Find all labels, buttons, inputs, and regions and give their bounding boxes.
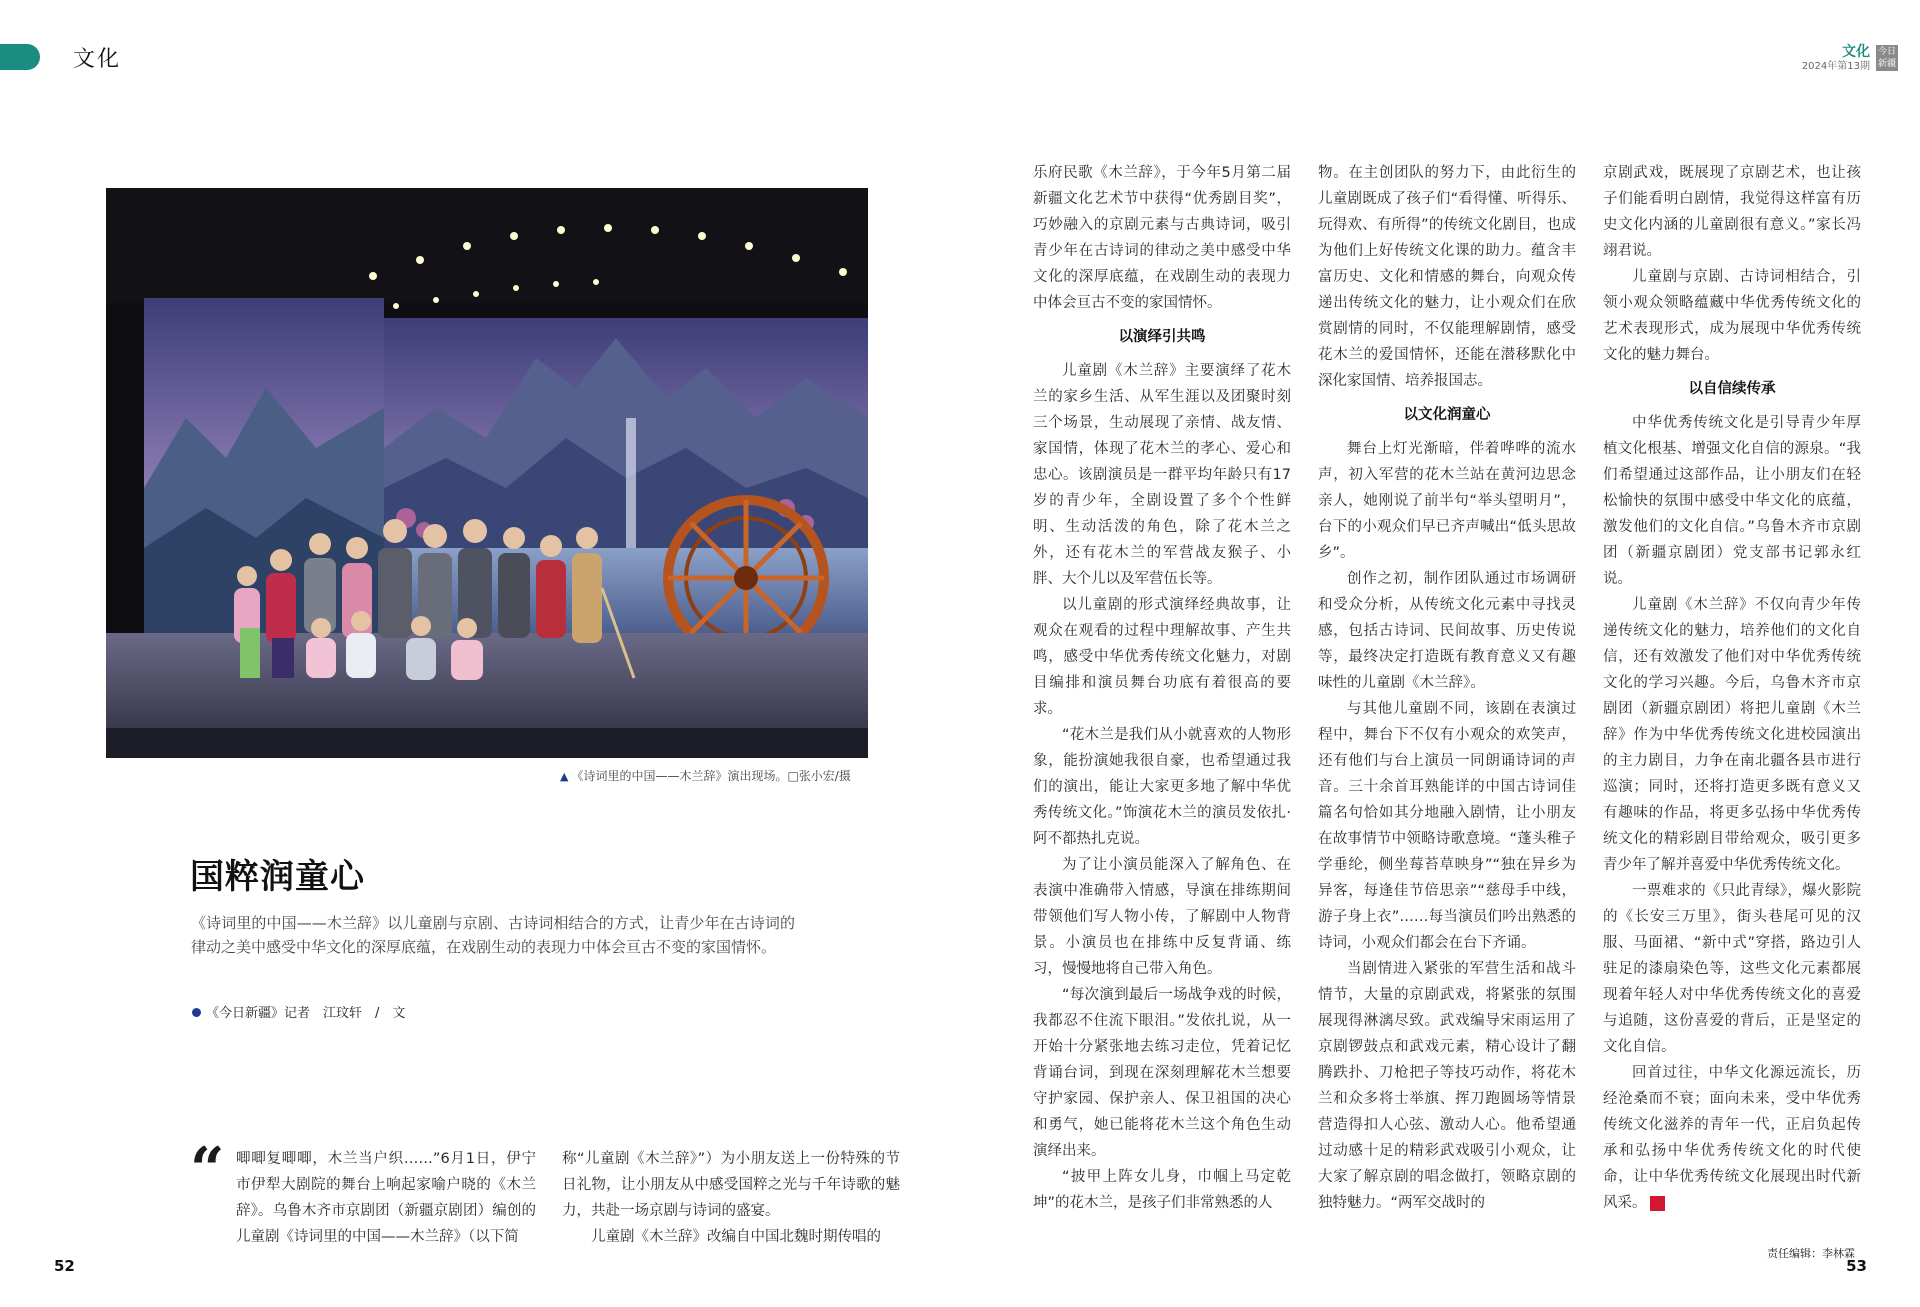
paragraph-last [1603,1060,1861,1216]
paragraph: 中华优秀传统文化是引导青少年厚植文化根基、增强文化自信的源泉。“我们希望通过这部作品，让小朋友们在轻松愉快的氛围中感受中华文化的底蕴，激发他们的文化自信。”乌鲁木齐市京剧团（新疆京剧团）党支部书记郭永红说。 [1603,415,1861,587]
caption-triangle-icon: ▲ [560,770,569,783]
paragraph: 唧唧复唧唧，木兰当户织……”6月1日，伊宁市伊犁大剧院的舞台上响起家喻户晓的《木兰辞》。乌鲁木齐市京剧团（新疆京剧团）编创的儿童剧《诗词里的中国——木兰辞》（以下简 [236,1151,536,1245]
paragraph: 当剧情进入紧张的军营生活和战斗情节，大量的京剧武戏，将紧张的氛围展现得淋漓尽致。武戏编导宋雨运用了京剧锣鼓点和武戏元素，精心设计了翻腾跌扑、刀枪把子等技巧动作，将花木兰和众多将士举旗、挥刀跑圆场等情景营造得扣人心弦、激动人心。他希望通过动感十足的精彩武戏吸引小观众，让大家了解京剧的唱念做打，领略京剧的独特魅力。“两军交战时的 [1318,961,1576,1211]
paragraph: 儿童剧与京剧、古诗词相结合，引领小观众领略蕴藏中华优秀传统文化的艺术表现形式，成为展现中华优秀传统文化的魅力舞台。 [1603,269,1861,363]
masthead-issue: 2024年第13期 [1801,61,1870,72]
body-column-3 [1318,160,1576,1216]
paragraph: 舞台上灯光渐暗，伴着哗哗的流水声，初入军营的花木兰站在黄河边思念亲人，她刚说了前半句“举头望明月”，台下的小观众们早已齐声喊出“低头思故乡”。 [1318,441,1576,561]
article-lede: 《诗词里的中国——木兰辞》以儿童剧与京剧、古诗词相结合的方式，让青少年在古诗词的律动之美中感受中华文化的深厚底蕴，在戏剧生动的表现力中体会亘古不变的家国情怀。 [191,914,795,956]
paragraph: 儿童剧《木兰辞》主要演绎了花木兰的家乡生活、从军生涯以及团聚时刻三个场景，生动展现了亲情、战友情、家国情，体现了花木兰的孝心、爱心和忠心。该剧演员是一群平均年龄只有17岁的青少年，全剧设置了多个个性鲜明、生动活泼的角色，除了花木兰之外，还有花木兰的军营战友猴子、小胖、大个儿以及军营伍长等。 [1033,363,1291,587]
paragraph: 以儿童剧的形式演绎经典故事，让观众在观看的过程中理解故事、产生共鸣，感受中华优秀传统文化魅力，对剧目编排和演员舞台功底有着很高的要求。 [1033,597,1291,717]
paragraph: 创作之初，制作团队通过市场调研和受众分析，从传统文化元素中寻找灵感，包括古诗词、民间故事、历史传说等，最终决定打造既有教育意义又有趣味性的儿童剧《木兰辞》。 [1318,571,1576,691]
photo-caption [560,767,851,784]
paragraph: 与其他儿童剧不同，该剧在表演过程中，舞台下不仅有小观众的欢笑声，还有他们与台上演员一同朗诵诗词的声音。三十余首耳熟能详的中国古诗词佳篇名句恰如其分地融入剧情，让小朋友在故事情节中领略诗歌意境。“蓬头稚子学垂纶，侧坐莓苔草映身”“独在异乡为异客，每逢佳节倍思亲”“慈母手中线，游子身上衣”……每当演员们吟出熟悉的诗词，小观众们都会在台下齐诵。 [1318,701,1576,951]
subheading: 以演绎引共鸣 [1118,329,1206,345]
article-headline: 国粹润童心 [190,857,365,897]
paragraph: 乐府民歌《木兰辞》，于今年5月第二届新疆文化艺术节中获得“优秀剧目奖”，巧妙融入的京剧元素与古典诗词，吸引青少年在古诗词的律动之美中感受中华文化的深厚底蕴，在戏剧生动的表现力中体会亘古不变的家国情怀。 [1033,165,1291,311]
body-column-1b [562,1146,900,1250]
paragraph: 儿童剧《木兰辞》不仅向青少年传递传统文化的魅力，培养他们的文化自信，还有效激发了他们对中华优秀传统文化的学习兴趣。今后，乌鲁木齐市京剧团（新疆京剧团）将把儿童剧《木兰辞》作为中华优秀传统文化进校园演出的主力剧目，力争在南北疆各县市进行巡演；同时，还将打造更多既有意义又有趣味的作品，将更多弘扬中华优秀传统文化的精彩剧目带给观众，吸引更多青少年了解并喜爱中华优秀传统文化。 [1603,597,1861,873]
quote-mark-icon: “ [190,1135,225,1205]
stage-photo [106,188,868,758]
byline-text: 《今日新疆》记者 江玟轩 / 文 [206,1006,406,1021]
section-title: 文化 [73,47,122,72]
masthead-section: 文化 [1842,44,1870,60]
paragraph: 物。在主创团队的努力下，由此衍生的儿童剧既成了孩子们“看得懂、听得乐、玩得欢、有所得”的传统文化剧目，也成为他们上好传统文化课的助力。蕴含丰富历史、文化和情感的舞台，向观众传递出传统文化的魅力，让小观众们在欣赏剧情的同时，不仅能理解剧情，感受花木兰的爱国情怀，还能在潜移默化中深化家国情、培养报国志。 [1318,165,1576,389]
paragraph: 一票难求的《只此青绿》，爆火影院的《长安三万里》，街头巷尾可见的汉服、马面裙、“新中式”穿搭，路边引人驻足的漆扇染色等，这些文化元素都展现着年轻人对中华优秀传统文化的喜爱与追随，这份喜爱的背后，正是坚定的文化自信。 [1603,883,1861,1055]
section-tab-marker [0,44,40,70]
responsible-editor: 责任编辑：李林霖 [1767,1247,1855,1260]
byline-dot-icon [192,1008,201,1017]
paragraph: “每次演到最后一场战争戏的时候，我都忍不住流下眼泪。”发依扎说，从一开始十分紧张地去练习走位，凭着记忆背诵台词，到现在深刻理解花木兰想要守护家园、保护亲人、保卫祖国的决心和勇气，她已能将花木兰这个角色生动演绎出来。 [1033,987,1291,1159]
subheading: 以自信续传承 [1688,381,1776,397]
paragraph: 称“儿童剧《木兰辞》”）为小朋友送上一份特殊的节日礼物，让小朋友从中感受国粹之光与千年诗歌的魅力，共赴一场京剧与诗词的盛宴。 [562,1151,900,1219]
paragraph: “披甲上阵女儿身，巾帼上马定乾坤”的花木兰，是孩子们非常熟悉的人 [1033,1169,1291,1211]
paragraph: “花木兰是我们从小就喜欢的人物形象，能扮演她我很自豪，也希望通过我们的演出，能让大家更多地了解中华优秀传统文化。”饰演花木兰的演员发依扎·阿不都热扎克说。 [1033,727,1291,847]
body-column-2 [1033,160,1291,1216]
masthead-logo: 今日新疆 [1877,47,1896,69]
body-column-1 [236,1146,536,1250]
subheading: 以文化润童心 [1403,407,1491,423]
caption-text: 《诗词里的中国——木兰辞》演出现场。□张小宏/摄 [571,769,851,783]
masthead [1802,44,1870,73]
stage-photo-illustration [106,188,868,758]
paragraph: 儿童剧《木兰辞》改编自中国北魏时期传唱的 [591,1229,881,1245]
paragraph: 京剧武戏，既展现了京剧艺术，也让孩子们能看明白剧情，我觉得这样富有历史文化内涵的儿童剧很有意义。”家长冯翊君说。 [1603,165,1861,259]
page-number-right: 53 [1846,1257,1867,1275]
body-column-4 [1603,160,1861,1216]
paragraph: 为了让小演员能深入了解角色、在表演中准确带入情感，导演在排练期间带领他们写人物小传，了解剧中人物背景。小演员也在排练中反复背诵、练习，慢慢地将自己带入角色。 [1033,857,1291,977]
article-byline [192,1002,405,1021]
end-mark-icon [1650,1196,1665,1211]
paragraph-text: 回首过往，中华文化源远流长，历经沧桑而不衰；面向未来，受中华优秀传统文化滋养的青年一代，正启负起传承和弘扬中华优秀传统文化的时代使命，让中华优秀传统文化展现出时代新风采。 [1603,1065,1861,1211]
page-number-left: 52 [54,1257,75,1275]
